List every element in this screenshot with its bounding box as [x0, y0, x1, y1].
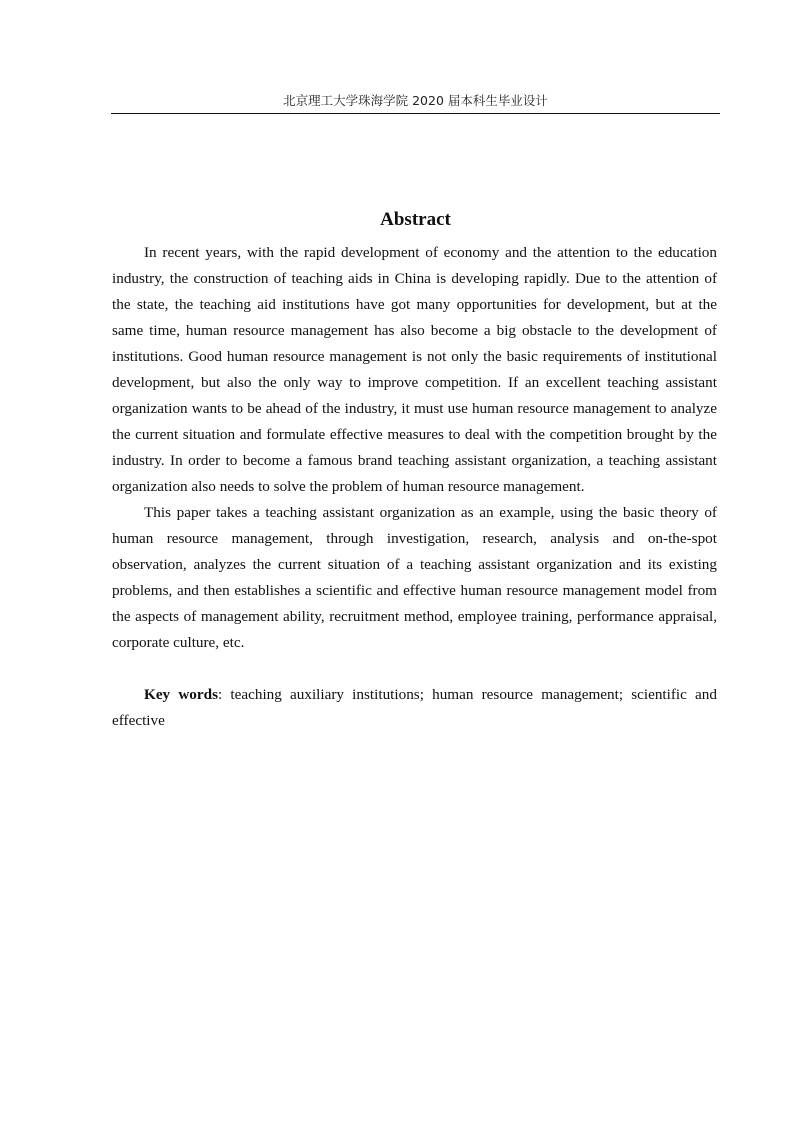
- abstract-paragraph-1: In recent years, with the rapid development of economy and the attention to the education industry, the construction of teaching aids in China is developing rapidly. Due to the attention of the state, the teaching aid institutions have got many opportunities for development, but at the same time, human resource management has also become a big obstacle to the development of institutions. Good human resource management is not only the basic requirements of institutional development, but also the only way to improve competition. If an excellent teaching assistant organization wants to be ahead of the industry, it must use human resource management to analyze the current situation and formulate effective measures to deal with the competition brought by the industry. In order to become a famous brand teaching assistant organization, a teaching assistant organization also needs to solve the problem of human resource management.: [112, 244, 717, 495]
- keywords-text: teaching auxiliary institutions; human resource management; scientific and effective: [112, 686, 717, 729]
- abstract-paragraph-2: This paper takes a teaching assistant organization as an example, using the basic theory of human resource management, through investigation, research, analysis and on-the-spot observation, analyzes the current situation of a teaching assistant organization and its existing problems, and then establishes a scientific and effective human resource management model from the aspects of management ability, recruitment method, employee training, performance appraisal, corporate culture, etc.: [112, 504, 717, 651]
- keywords-line: [112, 682, 717, 734]
- abstract-body: [112, 240, 717, 734]
- keywords-separator: :: [218, 686, 231, 703]
- page-header: [111, 92, 720, 114]
- abstract-title: Abstract: [380, 209, 451, 230]
- keywords-label: Key words: [144, 686, 218, 703]
- header-text: 北京理工大学珠海学院 2020 届本科生毕业设计: [283, 93, 548, 108]
